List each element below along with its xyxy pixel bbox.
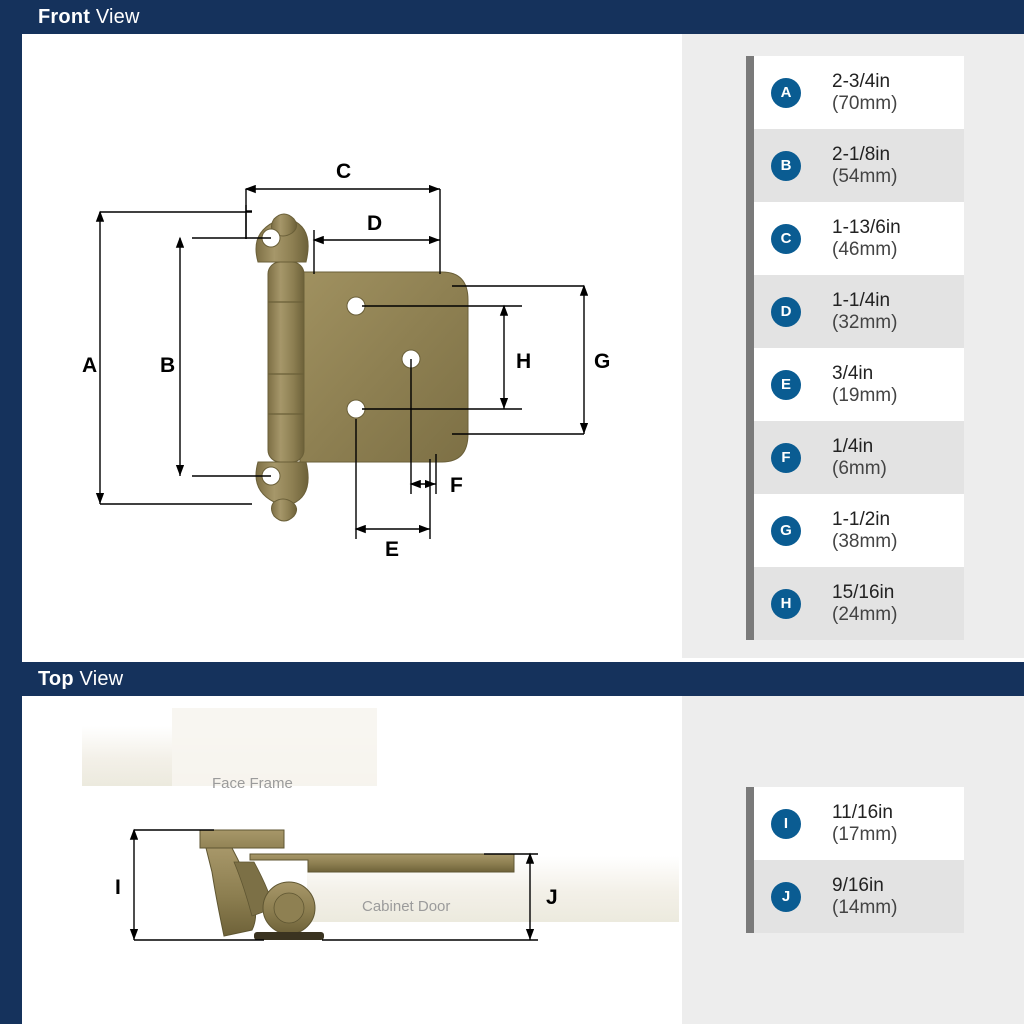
dimension-badge-I: I [771,809,801,839]
dimension-badge-E: E [771,370,801,400]
top-view-title [38,668,123,691]
value-cell [818,787,964,860]
dimension-badge-B: B [771,151,801,181]
value-cell [818,421,964,494]
front-view-title [38,6,140,29]
front-dim-label-E: E [385,538,400,561]
dimension-row-B [746,129,964,202]
dimension-mm-B: (54mm) [832,165,898,187]
row-tab [746,787,754,860]
front-view-header [0,0,1024,34]
value-cell [818,275,964,348]
dimension-inches-F: 1/4in [832,436,874,458]
front-dim-label-G: G [594,350,611,373]
top-dim-label-J: J [546,886,558,909]
row-tab [746,275,754,348]
top-view-title-rest: View [73,667,124,690]
row-tab [746,567,754,640]
dimension-inches-B: 2-1/8in [832,144,891,166]
front-dimension-table [746,56,964,640]
dimension-row-F [746,421,964,494]
dimension-mm-J: (14mm) [832,896,898,918]
dimension-badge-G: G [771,516,801,546]
badge-cell [754,860,818,933]
badge-cell [754,129,818,202]
dimension-row-D [746,275,964,348]
top-view-technical-drawing [22,696,682,1024]
dimension-mm-C: (46mm) [832,238,898,260]
badge-cell [754,787,818,860]
badge-cell [754,56,818,129]
dimension-mm-D: (32mm) [832,311,898,333]
badge-cell [754,567,818,640]
dimension-row-C [746,202,964,275]
value-cell [818,860,964,933]
row-tab [746,494,754,567]
dimension-inches-J: 9/16in [832,875,884,897]
front-dim-label-D: D [367,212,383,235]
dimension-inches-A: 2-3/4in [832,71,891,93]
row-tab [746,860,754,933]
top-view-title-bold: Top [38,667,74,690]
top-view-face-frame-label: Face Frame [212,775,293,792]
dimension-badge-H: H [771,589,801,619]
dimension-row-A [746,56,964,129]
dimension-inches-G: 1-1/2in [832,509,891,531]
front-dim-label-A: A [82,354,98,377]
dimension-badge-J: J [771,882,801,912]
dimension-inches-C: 1-13/6in [832,217,901,239]
dimension-row-E [746,348,964,421]
front-dim-label-B: B [160,354,176,377]
dimension-row-I [746,787,964,860]
badge-cell [754,421,818,494]
dimension-badge-A: A [771,78,801,108]
dimension-inches-I: 11/16in [832,802,893,824]
value-cell [818,567,964,640]
dimension-inches-H: 15/16in [832,582,895,604]
front-view-title-rest: View [90,5,140,28]
value-cell [818,202,964,275]
front-dim-label-F: F [450,474,463,497]
dimension-inches-E: 3/4in [832,363,874,385]
dimension-mm-G: (38mm) [832,530,898,552]
badge-cell [754,202,818,275]
dimension-badge-D: D [771,297,801,327]
dimension-mm-E: (19mm) [832,384,898,406]
top-dim-label-I: I [115,876,121,899]
dimension-badge-F: F [771,443,801,473]
badge-cell [754,348,818,421]
row-tab [746,129,754,202]
front-dim-label-C: C [336,160,352,183]
dimension-row-H [746,567,964,640]
top-dimension-table [746,787,964,933]
dimension-mm-A: (70mm) [832,92,898,114]
front-dim-label-H: H [516,350,532,373]
row-tab [746,348,754,421]
row-tab [746,421,754,494]
value-cell [818,494,964,567]
top-view-cabinet-door-label: Cabinet Door [362,898,451,915]
dimension-mm-H: (24mm) [832,603,898,625]
top-view-header [0,662,1024,696]
dimension-mm-F: (6mm) [832,457,887,479]
dimension-inches-D: 1-1/4in [832,290,891,312]
badge-cell [754,275,818,348]
front-view-title-bold: Front [38,5,91,28]
dimension-row-G [746,494,964,567]
value-cell [818,348,964,421]
badge-cell [754,494,818,567]
dimension-mm-I: (17mm) [832,823,898,845]
left-accent-rail [0,0,22,1024]
value-cell [818,129,964,202]
row-tab [746,56,754,129]
dimension-row-J [746,860,964,933]
front-view-technical-drawing [22,34,682,658]
row-tab [746,202,754,275]
value-cell [818,56,964,129]
dimension-badge-C: C [771,224,801,254]
